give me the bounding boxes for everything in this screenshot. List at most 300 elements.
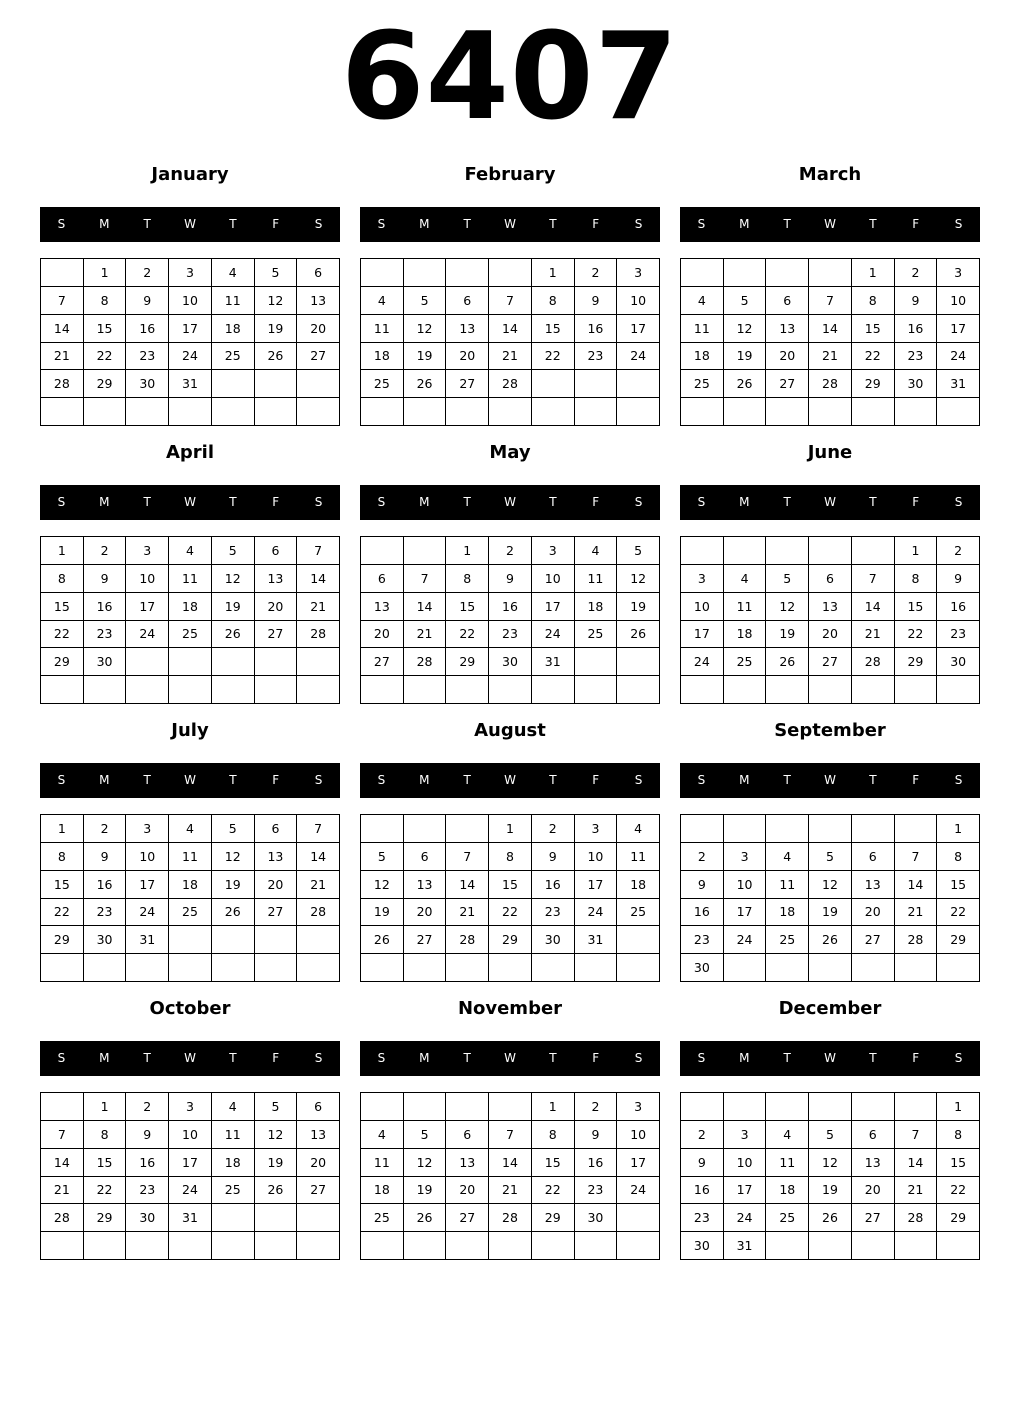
- day-cell: 20: [852, 899, 895, 927]
- day-cell: 20: [446, 343, 489, 371]
- weekday-label: T: [869, 1051, 877, 1065]
- weekday-label: T: [463, 495, 471, 509]
- day-cell: [575, 676, 618, 704]
- day-cell: 3: [724, 1121, 767, 1149]
- day-cell: 26: [766, 648, 809, 676]
- month-november: [360, 994, 660, 1264]
- day-cell: [617, 398, 660, 426]
- day-cell: 21: [41, 343, 84, 371]
- day-cell: 18: [575, 593, 618, 621]
- weekday-label: S: [314, 217, 323, 231]
- day-cell: [681, 815, 724, 843]
- day-cell: 9: [681, 871, 724, 899]
- day-cell: [617, 954, 660, 982]
- day-cell: 10: [169, 287, 212, 315]
- day-cell: 20: [297, 315, 340, 343]
- day-cell: [255, 1204, 298, 1232]
- day-cell: 10: [681, 593, 724, 621]
- day-cell: 21: [297, 871, 340, 899]
- day-cell: 13: [255, 565, 298, 593]
- day-cell: 4: [169, 815, 212, 843]
- weekday-label: T: [549, 217, 557, 231]
- day-cell: [809, 1093, 852, 1121]
- day-cell: [446, 1093, 489, 1121]
- weekday-label: S: [314, 495, 323, 509]
- day-cell: 21: [895, 899, 938, 927]
- day-cell: 4: [575, 537, 618, 565]
- day-cell: 19: [212, 871, 255, 899]
- weekday-label: M: [739, 495, 750, 509]
- month-name: October: [149, 998, 231, 1019]
- month-name: January: [151, 164, 229, 185]
- day-cell: 28: [297, 621, 340, 649]
- day-cell: [404, 259, 447, 287]
- day-cell: [895, 398, 938, 426]
- day-cell: 16: [489, 593, 532, 621]
- day-cell: [212, 1232, 255, 1260]
- day-cell: 1: [489, 815, 532, 843]
- day-cell: 9: [84, 565, 127, 593]
- day-cell: [126, 676, 169, 704]
- month-february: [360, 160, 660, 430]
- day-cell: 14: [489, 1149, 532, 1177]
- day-cell: 18: [617, 871, 660, 899]
- day-cell: 22: [446, 621, 489, 649]
- day-cell: [41, 259, 84, 287]
- day-cell: 26: [809, 1204, 852, 1232]
- day-cell: 14: [41, 1149, 84, 1177]
- day-cell: 11: [617, 843, 660, 871]
- day-cell: 3: [126, 537, 169, 565]
- day-cell: 27: [361, 648, 404, 676]
- weekday-label: S: [377, 495, 386, 509]
- day-cell: 24: [724, 926, 767, 954]
- day-cell: 24: [681, 648, 724, 676]
- day-cell: 15: [532, 315, 575, 343]
- day-cell: 1: [84, 1093, 127, 1121]
- day-cell: 17: [532, 593, 575, 621]
- weekday-label: W: [504, 773, 516, 787]
- day-cell: 23: [575, 343, 618, 371]
- day-cell: 19: [724, 343, 767, 371]
- day-cell: 11: [575, 565, 618, 593]
- day-cell: 12: [404, 1149, 447, 1177]
- month-name: November: [457, 998, 563, 1019]
- month-name: August: [474, 720, 546, 741]
- weekday-label: F: [592, 1051, 600, 1065]
- weekday-label: T: [549, 1051, 557, 1065]
- day-cell: 4: [212, 1093, 255, 1121]
- day-cell: 22: [84, 343, 127, 371]
- day-cell: 31: [532, 648, 575, 676]
- weekday-label: W: [504, 217, 516, 231]
- weekday-label: M: [739, 217, 750, 231]
- weekday-label: F: [592, 495, 600, 509]
- day-cell: 13: [809, 593, 852, 621]
- day-cell: 27: [255, 621, 298, 649]
- day-cell: [169, 398, 212, 426]
- day-cell: 7: [446, 843, 489, 871]
- weekday-header: [360, 485, 660, 520]
- month-name: April: [165, 442, 215, 463]
- day-cell: 30: [895, 370, 938, 398]
- day-cell: 11: [169, 843, 212, 871]
- day-cell: 15: [41, 593, 84, 621]
- day-cell: 3: [169, 259, 212, 287]
- day-cell: 17: [724, 899, 767, 927]
- day-cell: 4: [361, 1121, 404, 1149]
- day-cell: 2: [895, 259, 938, 287]
- day-cell: [617, 370, 660, 398]
- day-cell: 19: [255, 315, 298, 343]
- day-cell: [532, 954, 575, 982]
- day-cell: [361, 398, 404, 426]
- day-cell: 21: [446, 899, 489, 927]
- day-cell: 24: [532, 621, 575, 649]
- day-cell: 15: [937, 871, 980, 899]
- day-cell: 22: [489, 899, 532, 927]
- day-cell: [84, 1232, 127, 1260]
- day-cell: [126, 1232, 169, 1260]
- day-cell: 20: [766, 343, 809, 371]
- day-cell: 15: [41, 871, 84, 899]
- day-cell: [617, 1232, 660, 1260]
- day-cell: 23: [489, 621, 532, 649]
- day-cell: [169, 926, 212, 954]
- day-cell: 12: [809, 871, 852, 899]
- day-cell: [361, 1232, 404, 1260]
- day-cell: 3: [724, 843, 767, 871]
- day-cell: 23: [895, 343, 938, 371]
- weekday-label: F: [272, 495, 280, 509]
- day-cell: 16: [575, 315, 618, 343]
- day-cell: 29: [84, 1204, 127, 1232]
- day-cell: 20: [852, 1177, 895, 1205]
- day-cell: 1: [937, 1093, 980, 1121]
- weekday-label: T: [229, 217, 237, 231]
- day-cell: 24: [126, 899, 169, 927]
- day-cell: 21: [297, 593, 340, 621]
- day-cell: 26: [255, 343, 298, 371]
- day-cell: 6: [809, 565, 852, 593]
- day-cell: 15: [852, 315, 895, 343]
- day-cell: 12: [404, 315, 447, 343]
- day-cell: 2: [575, 1093, 618, 1121]
- day-cell: 5: [724, 287, 767, 315]
- day-cell: [766, 537, 809, 565]
- day-cell: [255, 676, 298, 704]
- day-cell: 1: [41, 537, 84, 565]
- day-cell: [297, 1204, 340, 1232]
- day-cell: 28: [41, 1204, 84, 1232]
- day-cell: 27: [446, 370, 489, 398]
- day-cell: 31: [169, 370, 212, 398]
- weekday-label: T: [143, 773, 151, 787]
- day-cell: 13: [255, 843, 298, 871]
- weekday-label: W: [504, 1051, 516, 1065]
- day-cell: [212, 926, 255, 954]
- day-cell: [255, 1232, 298, 1260]
- day-cell: [212, 370, 255, 398]
- day-cell: [404, 537, 447, 565]
- day-cell: [169, 1232, 212, 1260]
- weekday-label: T: [783, 495, 791, 509]
- days-grid: [40, 1092, 340, 1260]
- day-cell: [446, 259, 489, 287]
- day-cell: [489, 1093, 532, 1121]
- day-cell: [169, 954, 212, 982]
- day-cell: [617, 676, 660, 704]
- day-cell: [766, 676, 809, 704]
- day-cell: 11: [169, 565, 212, 593]
- day-cell: 29: [532, 1204, 575, 1232]
- day-cell: 9: [489, 565, 532, 593]
- weekday-header: [360, 207, 660, 242]
- day-cell: 5: [361, 843, 404, 871]
- day-cell: 25: [766, 1204, 809, 1232]
- day-cell: 28: [404, 648, 447, 676]
- weekday-label: S: [954, 1051, 963, 1065]
- day-cell: 5: [809, 1121, 852, 1149]
- day-cell: 28: [895, 1204, 938, 1232]
- day-cell: 5: [212, 537, 255, 565]
- day-cell: 29: [937, 1204, 980, 1232]
- day-cell: 20: [255, 871, 298, 899]
- day-cell: 27: [852, 926, 895, 954]
- weekday-label: S: [57, 773, 66, 787]
- day-cell: [169, 676, 212, 704]
- day-cell: 19: [809, 1177, 852, 1205]
- day-cell: [724, 676, 767, 704]
- day-cell: [852, 537, 895, 565]
- day-cell: 10: [126, 565, 169, 593]
- day-cell: [297, 398, 340, 426]
- day-cell: [297, 1232, 340, 1260]
- day-cell: 26: [212, 621, 255, 649]
- day-cell: [41, 676, 84, 704]
- day-cell: 16: [532, 871, 575, 899]
- day-cell: 14: [895, 1149, 938, 1177]
- day-cell: 10: [575, 843, 618, 871]
- day-cell: [852, 398, 895, 426]
- day-cell: [681, 259, 724, 287]
- day-cell: [852, 1093, 895, 1121]
- day-cell: 19: [361, 899, 404, 927]
- weekday-label: S: [57, 1051, 66, 1065]
- day-cell: 28: [489, 1204, 532, 1232]
- weekday-label: M: [739, 1051, 750, 1065]
- day-cell: 29: [41, 926, 84, 954]
- day-cell: 13: [446, 315, 489, 343]
- day-cell: 16: [126, 315, 169, 343]
- day-cell: [724, 259, 767, 287]
- days-grid: [40, 814, 340, 982]
- day-cell: 17: [169, 1149, 212, 1177]
- day-cell: [41, 398, 84, 426]
- day-cell: 11: [766, 1149, 809, 1177]
- day-cell: 28: [852, 648, 895, 676]
- weekday-label: S: [634, 773, 643, 787]
- day-cell: 11: [361, 1149, 404, 1177]
- day-cell: [575, 954, 618, 982]
- day-cell: [404, 1232, 447, 1260]
- day-cell: [937, 398, 980, 426]
- days-grid: [680, 258, 980, 426]
- day-cell: 19: [404, 343, 447, 371]
- day-cell: 8: [489, 843, 532, 871]
- day-cell: [532, 1232, 575, 1260]
- day-cell: 27: [297, 343, 340, 371]
- day-cell: 2: [681, 843, 724, 871]
- day-cell: 24: [617, 343, 660, 371]
- day-cell: 21: [809, 343, 852, 371]
- day-cell: 5: [404, 287, 447, 315]
- day-cell: 16: [895, 315, 938, 343]
- day-cell: [361, 676, 404, 704]
- day-cell: [681, 1093, 724, 1121]
- day-cell: [255, 398, 298, 426]
- day-cell: 7: [489, 287, 532, 315]
- day-cell: 6: [255, 537, 298, 565]
- weekday-label: F: [912, 1051, 920, 1065]
- day-cell: [212, 1204, 255, 1232]
- weekday-header: [680, 763, 980, 798]
- day-cell: 14: [297, 565, 340, 593]
- weekday-label: T: [143, 217, 151, 231]
- day-cell: 12: [809, 1149, 852, 1177]
- day-cell: 5: [255, 259, 298, 287]
- day-cell: 13: [852, 1149, 895, 1177]
- day-cell: [212, 954, 255, 982]
- day-cell: [852, 815, 895, 843]
- day-cell: [895, 1093, 938, 1121]
- day-cell: [255, 954, 298, 982]
- day-cell: 21: [489, 1177, 532, 1205]
- day-cell: 21: [41, 1177, 84, 1205]
- day-cell: 1: [532, 259, 575, 287]
- day-cell: 18: [681, 343, 724, 371]
- day-cell: 4: [361, 287, 404, 315]
- day-cell: 20: [297, 1149, 340, 1177]
- day-cell: 19: [212, 593, 255, 621]
- day-cell: 10: [724, 1149, 767, 1177]
- day-cell: 22: [41, 621, 84, 649]
- day-cell: 28: [809, 370, 852, 398]
- day-cell: 7: [489, 1121, 532, 1149]
- day-cell: [809, 954, 852, 982]
- month-march: [680, 160, 980, 430]
- weekday-label: T: [783, 773, 791, 787]
- day-cell: 10: [617, 287, 660, 315]
- day-cell: 6: [297, 1093, 340, 1121]
- day-cell: 11: [361, 315, 404, 343]
- day-cell: 25: [724, 648, 767, 676]
- weekday-label: S: [954, 217, 963, 231]
- day-cell: [489, 398, 532, 426]
- month-name: May: [489, 442, 531, 463]
- weekday-label: T: [229, 1051, 237, 1065]
- day-cell: 12: [361, 871, 404, 899]
- day-cell: 26: [255, 1177, 298, 1205]
- day-cell: [41, 1093, 84, 1121]
- day-cell: 22: [84, 1177, 127, 1205]
- day-cell: [361, 1093, 404, 1121]
- day-cell: 4: [724, 565, 767, 593]
- weekday-label: F: [272, 217, 280, 231]
- day-cell: 25: [361, 1204, 404, 1232]
- day-cell: 29: [84, 370, 127, 398]
- day-cell: [404, 398, 447, 426]
- day-cell: [809, 815, 852, 843]
- day-cell: 25: [212, 343, 255, 371]
- day-cell: [852, 676, 895, 704]
- day-cell: 15: [937, 1149, 980, 1177]
- day-cell: 9: [937, 565, 980, 593]
- day-cell: 30: [681, 954, 724, 982]
- month-july: [40, 716, 340, 986]
- day-cell: [532, 676, 575, 704]
- day-cell: 5: [404, 1121, 447, 1149]
- day-cell: [809, 676, 852, 704]
- day-cell: 6: [446, 1121, 489, 1149]
- day-cell: 26: [361, 926, 404, 954]
- day-cell: 27: [297, 1177, 340, 1205]
- day-cell: 9: [681, 1149, 724, 1177]
- day-cell: 9: [575, 1121, 618, 1149]
- day-cell: [895, 1232, 938, 1260]
- day-cell: 2: [126, 259, 169, 287]
- day-cell: [489, 259, 532, 287]
- day-cell: 18: [212, 315, 255, 343]
- day-cell: [724, 398, 767, 426]
- day-cell: [937, 1232, 980, 1260]
- day-cell: 14: [404, 593, 447, 621]
- day-cell: 23: [84, 621, 127, 649]
- day-cell: 16: [575, 1149, 618, 1177]
- day-cell: 10: [169, 1121, 212, 1149]
- days-grid: [360, 1092, 660, 1260]
- day-cell: 15: [489, 871, 532, 899]
- day-cell: 7: [297, 537, 340, 565]
- month-october: [40, 994, 340, 1264]
- day-cell: [446, 815, 489, 843]
- weekday-label: T: [143, 495, 151, 509]
- day-cell: 23: [681, 1204, 724, 1232]
- day-cell: 17: [575, 871, 618, 899]
- weekday-label: M: [99, 495, 110, 509]
- day-cell: [809, 398, 852, 426]
- day-cell: 3: [681, 565, 724, 593]
- day-cell: 19: [255, 1149, 298, 1177]
- day-cell: 4: [212, 259, 255, 287]
- day-cell: 3: [617, 259, 660, 287]
- day-cell: [404, 954, 447, 982]
- day-cell: 6: [361, 565, 404, 593]
- day-cell: 11: [681, 315, 724, 343]
- day-cell: 13: [404, 871, 447, 899]
- day-cell: 17: [937, 315, 980, 343]
- day-cell: 10: [532, 565, 575, 593]
- day-cell: 25: [617, 899, 660, 927]
- day-cell: 9: [575, 287, 618, 315]
- weekday-label: M: [99, 217, 110, 231]
- day-cell: 1: [84, 259, 127, 287]
- day-cell: [489, 954, 532, 982]
- day-cell: 5: [809, 843, 852, 871]
- day-cell: 25: [212, 1177, 255, 1205]
- weekday-label: S: [314, 773, 323, 787]
- weekday-header: [40, 485, 340, 520]
